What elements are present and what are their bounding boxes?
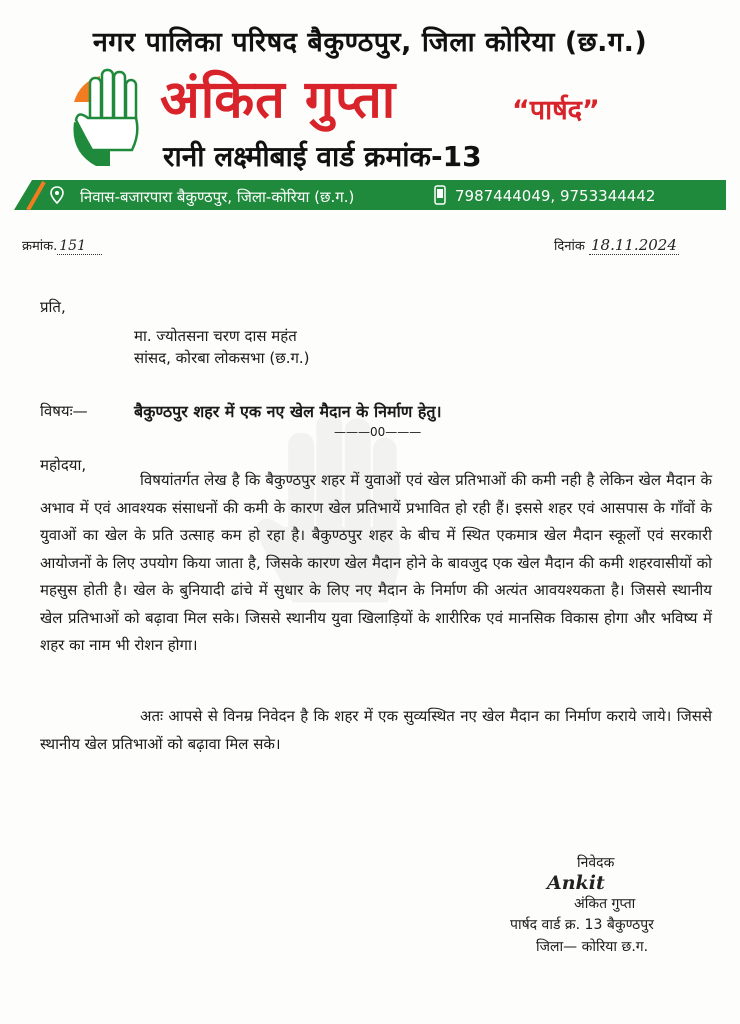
location-pin-icon [50, 186, 64, 204]
body-paragraph-2: अतः आपसे से विनम्र निवेदन है कि शहर में एक सुव्यस्थित नए खेल मैदान का निर्माण कराये जाये। जिससे स्थानीय खेल प्रतिभाओं को बढ़ावा मिल सके। [40, 707, 712, 753]
date-line [554, 236, 679, 254]
subject-label: विषयः— [40, 402, 88, 420]
closing-word: निवेदक [577, 855, 615, 871]
recipient-title: सांसद, कोरबा लोकसभा (छ.ग.) [134, 349, 310, 367]
designation: “पार्षद” [512, 95, 600, 126]
date-label: दिनांक [554, 239, 585, 254]
phone-icon [434, 185, 446, 205]
date-value: 18.11.2024 [590, 236, 677, 254]
body-paragraph-1: विषयांतर्गत लेख है कि बैकुण्ठपुर शहर में युवाओं एवं खेल प्रतिभाओं की कमी नही है लेकिन खेल मैदान के अभाव में एवं आवश्यक संसाधनों की कमी के कारण खेल प्रतिभायें प्रभावित हो रही हैं। इससे शहर एवं आसपास के गाँवों के युवाओं का खेल के प्रति उत्साह कम हो रहा है। बैकुण्ठपुर शहर के बीच में स्थित एकमात्र खेल मैदान स्कूलों एवं सरकारी आयोजनों के लिए उपयोग किया जाता है, जिसके कारण खेल मैदान होने के बावजुद एक खेल मैदान की कमी शहरवासीयों को महसुस होती है। खेल के बुनियादी ढांचे में सुधार के लिए नए मैदान के निर्माण की अत्यंत आवयश्यकता है। जिससे स्थानीय खेल प्रतिभाओं को बढ़ावा मिल सके। जिससे स्थानीय युवा खिलाड़ियों के शारीरिक एवं मानसिक विकास होगा और भविष्य में शहर का नाम भी रोशन होगा। [40, 471, 712, 654]
reference-label: क्रमांक [22, 239, 54, 254]
to-label: प्रति, [40, 298, 66, 316]
subject-divider: ———00——— [334, 425, 422, 439]
signatory-line-1: पार्षद वार्ड क्र. 13 बैकुण्ठपुर [510, 917, 654, 933]
signatory-name: अंकित गुप्ता [574, 896, 636, 912]
signatory-line-2: जिला— कोरिया छ.ग. [536, 939, 649, 955]
address-text: निवास-बजारपारा बैकुण्ठपुर, जिला-कोरिया (छ.ग.) [80, 188, 355, 206]
municipality-heading: नगर पालिका परिषद बैकुण्ठपुर, जिला कोरिया (छ.ग.) [92, 27, 648, 58]
phone-numbers: 7987444049, 9753344442 [455, 187, 656, 205]
recipient-name: मा. ज्योतसना चरण दास महंत [134, 327, 297, 345]
reference-number: 151 [57, 238, 102, 255]
ward-name: रानी लक्ष्मीबाई वार्ड क्रमांक-13 [163, 140, 482, 173]
handwritten-signature: Ankit [547, 872, 605, 894]
reference-line: क्रमांक. 151 [22, 236, 102, 254]
congress-hand-logo [70, 62, 154, 168]
subject-text: बैकुण्ठपुर शहर में एक नए खेल मैदान के निर्माण हेतु। [134, 402, 442, 421]
councillor-name: अंकित गुप्ता [160, 70, 397, 130]
salutation: महोदया, [40, 456, 87, 474]
